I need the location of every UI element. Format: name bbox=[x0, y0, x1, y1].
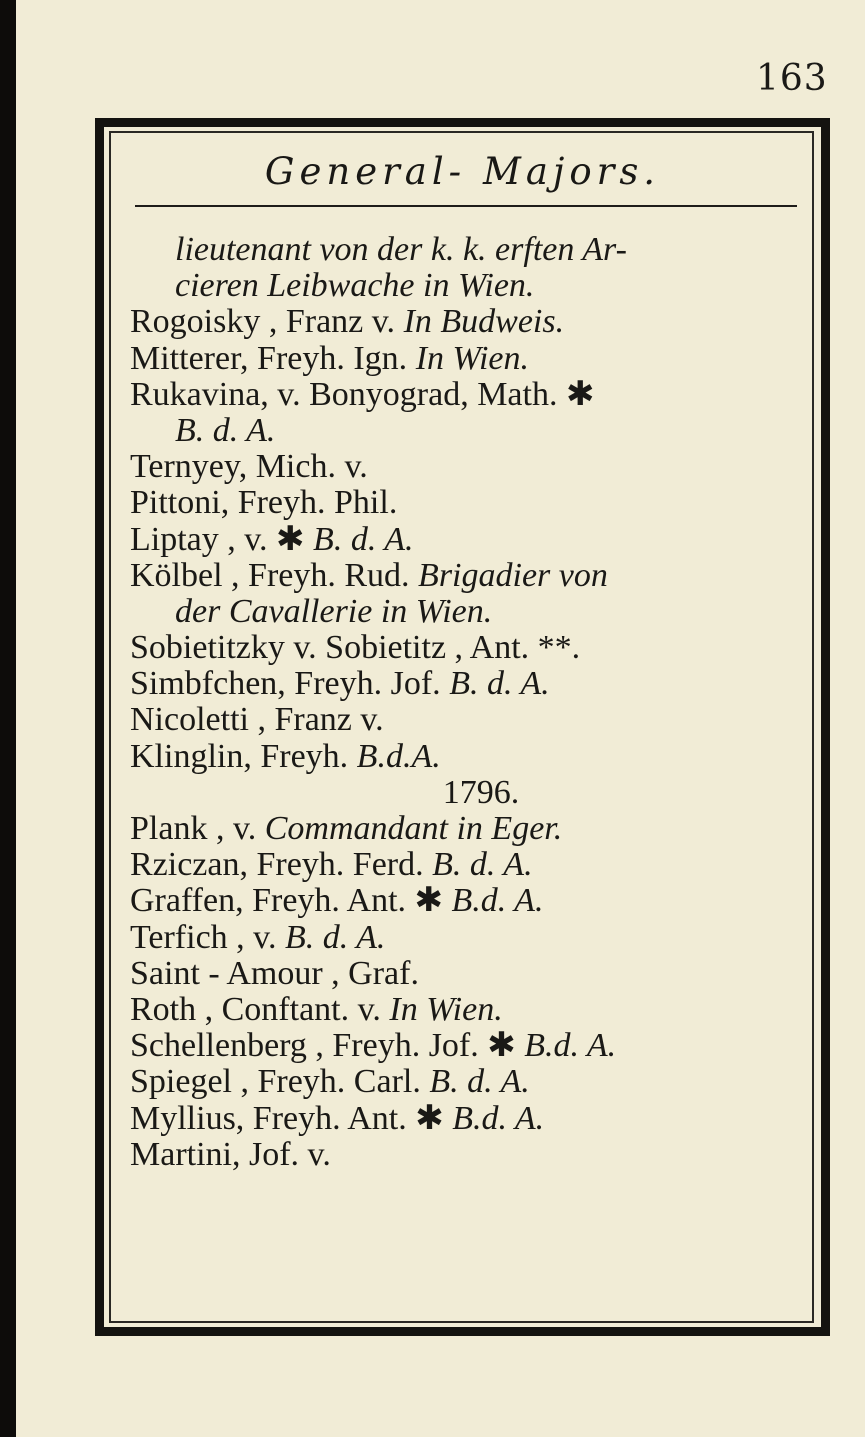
list-item bbox=[130, 304, 802, 340]
entry-name-text: Simbfchen, Freyh. Jof. bbox=[130, 665, 450, 703]
entry-name-text: 1796. bbox=[442, 773, 520, 811]
entry-name-text: Sobietitzky v. Sobietitz , Ant. **. bbox=[130, 629, 581, 667]
entry-note-text: cieren Leibwache in Wien. bbox=[175, 267, 535, 305]
officer-list bbox=[130, 232, 802, 1173]
entry-name-text: Mitterer, Freyh. Ign. bbox=[130, 339, 416, 377]
entry-name-text: Myllius, Freyh. Ant. ✱ bbox=[130, 1099, 453, 1137]
entry-name-text: Plank , v. bbox=[130, 810, 265, 847]
list-item bbox=[130, 956, 802, 992]
entry-note-text: B. d. A. bbox=[432, 846, 533, 884]
list-item bbox=[130, 268, 802, 304]
entry-note-text: B.d.A. bbox=[356, 737, 441, 775]
list-item bbox=[130, 522, 802, 558]
entry-name-text: Ternyey, Mich. v. bbox=[130, 448, 368, 486]
book-spine bbox=[0, 0, 16, 1437]
entry-name-text: Schellenberg , Freyh. Jof. ✱ bbox=[130, 1027, 525, 1065]
list-item bbox=[130, 1137, 802, 1173]
list-item bbox=[130, 630, 802, 666]
entry-name-text: Kölbel , Freyh. Rud. bbox=[130, 556, 419, 594]
list-item bbox=[130, 377, 802, 413]
entry-note-text: B. d. A. bbox=[284, 918, 386, 956]
list-item bbox=[130, 1064, 802, 1100]
entry-note-text: Brigadier von bbox=[418, 556, 608, 594]
entry-note-text: In Budweis. bbox=[403, 303, 565, 341]
year-heading bbox=[130, 775, 802, 811]
entry-note-text: B.d. A. bbox=[452, 1099, 545, 1137]
entry-name-text: Rziczan, Freyh. Ferd. bbox=[130, 846, 433, 884]
entry-name-text: Terfich , v. bbox=[130, 918, 285, 956]
entry-note-text: B. d. A. bbox=[175, 411, 276, 449]
list-item bbox=[130, 449, 802, 485]
list-item bbox=[130, 594, 802, 630]
entry-name-text: Roth , Conftant. v. bbox=[130, 990, 390, 1028]
list-item bbox=[130, 1101, 802, 1137]
entry-note-text: In Wien. bbox=[415, 339, 529, 377]
entry-name-text: Klinglin, Freyh. bbox=[130, 737, 357, 775]
entry-note-text: B. d. A. bbox=[429, 1063, 530, 1101]
list-item bbox=[130, 920, 802, 956]
page-number: 163 bbox=[756, 58, 828, 99]
entry-note-text: der Cavallerie in Wien. bbox=[175, 592, 493, 630]
list-item bbox=[130, 666, 802, 702]
list-item bbox=[130, 883, 802, 919]
entry-note-text: B.d. A. bbox=[524, 1027, 617, 1065]
list-item bbox=[130, 485, 802, 521]
entry-note-text: B.d. A. bbox=[451, 882, 544, 920]
list-item bbox=[130, 739, 802, 775]
entry-name-text: Saint - Amour , Graf. bbox=[130, 954, 419, 992]
list-item bbox=[130, 992, 802, 1028]
page-header-title: General- Majors. bbox=[264, 150, 661, 193]
list-item bbox=[130, 811, 802, 847]
entry-note-text: In Wien. bbox=[389, 990, 503, 1028]
entry-name-text: Nicoletti , Franz v. bbox=[130, 701, 384, 739]
entry-note-text: B. d. A. bbox=[313, 520, 414, 558]
entry-name-text: Martini, Jof. v. bbox=[130, 1135, 331, 1173]
list-item bbox=[130, 1028, 802, 1064]
entry-name-text: Spiegel , Freyh. Carl. bbox=[130, 1063, 430, 1101]
list-item bbox=[130, 232, 802, 268]
list-item bbox=[130, 702, 802, 738]
list-item bbox=[130, 847, 802, 883]
entry-name-text: Pittoni, Freyh. Phil. bbox=[130, 484, 398, 522]
entry-name-text: Liptay , v. ✱ bbox=[130, 520, 314, 558]
entry-note-text: lieutenant von der k. k. erften Ar- bbox=[175, 231, 627, 268]
entry-name-text: Graffen, Freyh. Ant. ✱ bbox=[130, 882, 452, 920]
header-divider bbox=[135, 205, 797, 207]
list-item bbox=[130, 558, 802, 594]
list-item bbox=[130, 413, 802, 449]
entry-note-text: Commandant in Eger. bbox=[264, 810, 563, 847]
list-item bbox=[130, 341, 802, 377]
entry-name-text: Rogoisky , Franz v. bbox=[130, 303, 404, 341]
entry-name-text: Rukavina, v. Bonyograd, Math. ✱ bbox=[130, 375, 595, 413]
entry-note-text: B. d. A. bbox=[449, 665, 550, 703]
